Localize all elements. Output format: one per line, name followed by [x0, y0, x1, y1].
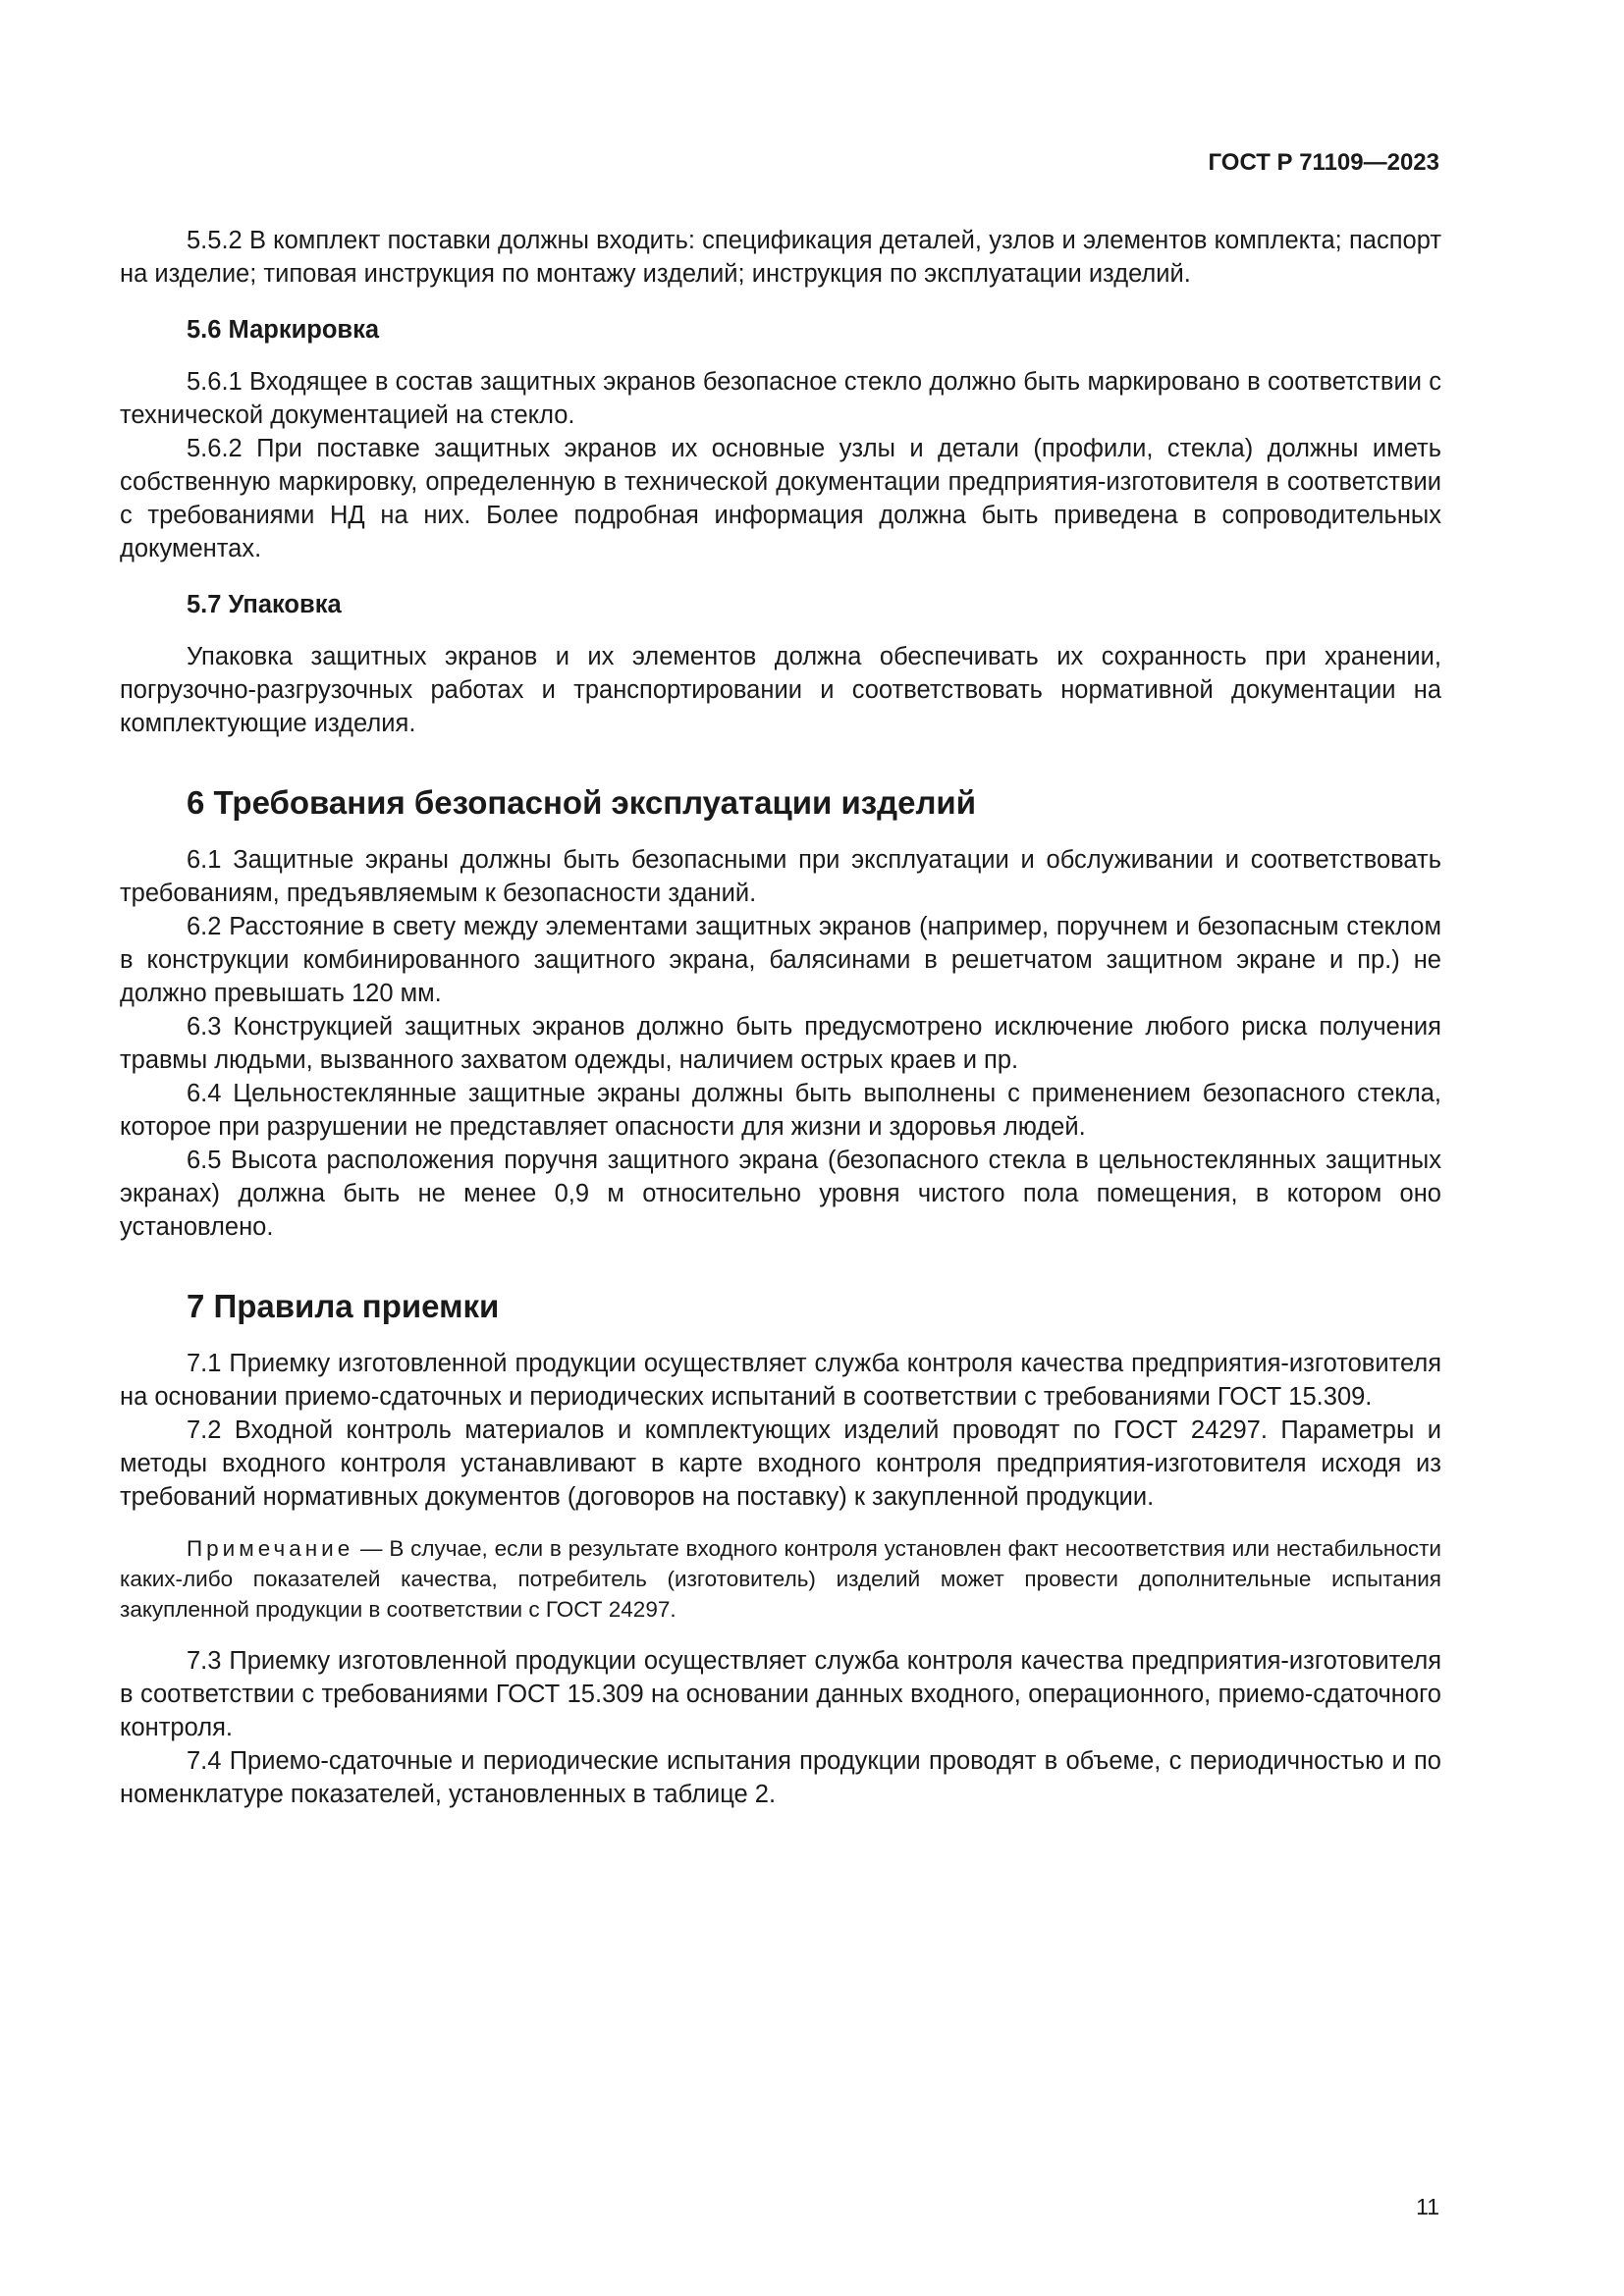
paragraph-7-4: 7.4 Приемо-сдаточные и периодические испытания продукции проводят в объеме, с периодичностью и по номенклатуре показателей, установленных в таблице 2. — [120, 1747, 1441, 1808]
paragraph-5-7: Упаковка защитных экранов и их элементов должна обеспечивать их сохранность при хранении, погрузочно-разгрузочных работах и транспортировании и соответствовать нормативной документации на комплектующие изделия. — [120, 643, 1441, 737]
note-block — [120, 1533, 1441, 1625]
paragraph-5-6-1: 5.6.1 Входящее в состав защитных экранов безопасное стекло должно быть маркировано в соответствии с технической документацией на стекло. — [120, 368, 1441, 429]
paragraph-5-5-2: 5.5.2 В комплект поставки должны входить: спецификация деталей, узлов и элементов комплекта; паспорт на изделие; типовая инструкция по монтажу изделий; инструкция по эксплуатации изделий. — [120, 227, 1441, 288]
paragraph-6-4: 6.4 Цельностеклянные защитные экраны должны быть выполнены с применением безопасного стекла, которое при разрушении не представляет опасности для жизни и здоровья людей. — [120, 1080, 1441, 1141]
section-heading-5-7: 5.7 Упаковка — [187, 591, 342, 618]
section-heading-7: 7 Правила приемки — [187, 1288, 500, 1324]
paragraph-7-1: 7.1 Приемку изготовленной продукции осуществляет служба контроля качества предприятия-изготовителя на основании приемо-сдаточных и периодических испытаний в соответствии с требованиями ГОСТ 15.309. — [120, 1350, 1441, 1411]
paragraph-7-3: 7.3 Приемку изготовленной продукции осуществляет служба контроля качества предприятия-изготовителя в соответствии с требованиями ГОСТ 15.309 на основании данных входного, операционного, приемо-сдаточного контроля. — [120, 1647, 1441, 1741]
section-heading-6: 6 Требования безопасной эксплуатации изделий — [187, 784, 977, 821]
paragraph-7-2: 7.2 Входной контроль материалов и комплектующих изделий проводят по ГОСТ 24297. Параметры и методы входного контроля устанавливают в карте входного контроля предприятия-изготовителя исходя из требований нормативных документов (договоров на поставку) к закупленной продукции. — [120, 1416, 1441, 1511]
note-label: Примечание — [187, 1536, 354, 1561]
document-body — [120, 224, 1441, 1811]
paragraph-6-1: 6.1 Защитные экраны должны быть безопасными при эксплуатации и обслуживании и соответствовать требованиям, предъявляемым к безопасности зданий. — [120, 846, 1441, 907]
document-code: ГОСТ Р 71109—2023 — [1208, 149, 1439, 176]
paragraph-5-6-2: 5.6.2 При поставке защитных экранов их основные узлы и детали (профили, стекла) должны иметь собственную маркировку, определенную в технической документации предприятия-изготовителя в соответствии с требованиями НД на них. Более подробная информация должна быть приведена в сопроводительных документах. — [120, 435, 1441, 562]
paragraph-6-2: 6.2 Расстояние в свету между элементами защитных экранов (например, поручнем и безопасным стеклом в конструкции комбинированного защитного экрана, балясинами в решетчатом защитном экране и пр.) не должно превышать 120 мм. — [120, 913, 1441, 1007]
note-text: — В случае, если в результате входного контроля установлен факт несоответствия или нестабильности каких-либо показателей качества, потребитель (изготовитель) изделий может провести дополнительные испытания закупленной продукции в соответствии с ГОСТ 24297. — [120, 1536, 1441, 1622]
paragraph-6-5: 6.5 Высота расположения поручня защитного экрана (безопасного стекла в цельностеклянных защитных экранах) должна быть не менее 0,9 м относительно уровня чистого пола помещения, в котором оно установлено. — [120, 1147, 1441, 1241]
page-number: 11 — [1416, 2194, 1439, 2219]
paragraph-6-3: 6.3 Конструкцией защитных экранов должно быть предусмотрено исключение любого риска получения травмы людьми, вызванного захватом одежды, наличием острых краев и пр. — [120, 1013, 1441, 1074]
section-heading-5-6: 5.6 Маркировка — [187, 316, 380, 344]
